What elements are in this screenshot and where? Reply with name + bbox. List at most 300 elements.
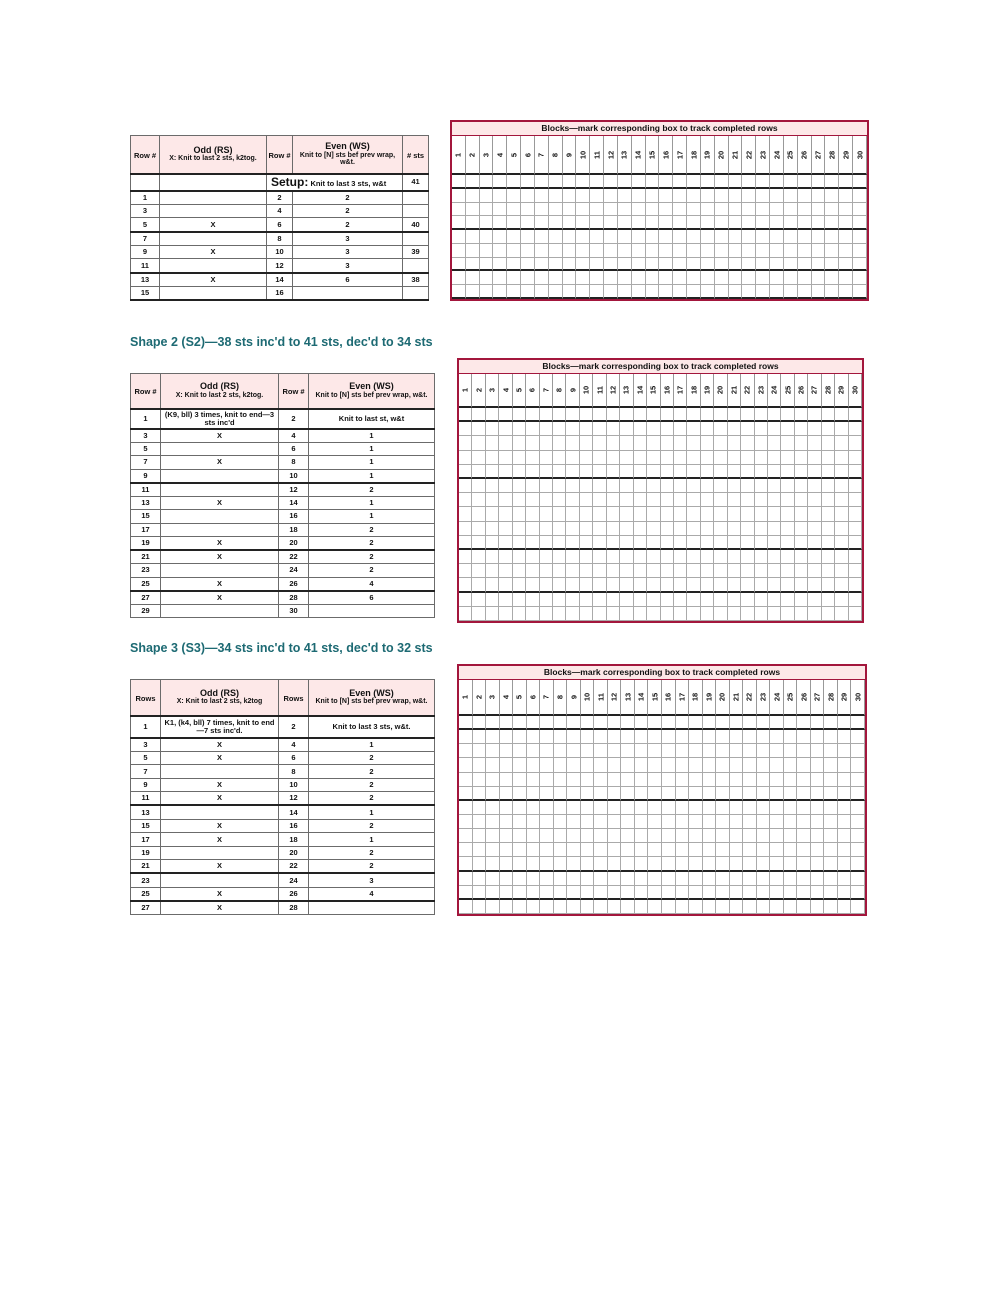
block-checkbox[interactable] [526, 436, 539, 450]
block-checkbox[interactable] [715, 244, 729, 258]
block-checkbox[interactable] [607, 408, 620, 422]
block-checkbox[interactable] [729, 285, 743, 299]
block-checkbox[interactable] [687, 550, 700, 564]
block-checkbox[interactable] [835, 578, 848, 592]
block-checkbox[interactable] [513, 787, 527, 801]
block-checkbox[interactable] [521, 216, 535, 230]
block-checkbox[interactable] [621, 801, 635, 815]
block-checkbox[interactable] [563, 271, 577, 285]
block-checkbox[interactable] [714, 536, 727, 550]
block-checkbox[interactable] [499, 578, 512, 592]
block-checkbox[interactable] [701, 230, 715, 244]
block-checkbox[interactable] [472, 536, 485, 550]
block-checkbox[interactable] [661, 493, 674, 507]
block-checkbox[interactable] [798, 216, 812, 230]
block-checkbox[interactable] [851, 829, 865, 843]
block-checkbox[interactable] [513, 493, 526, 507]
block-checkbox[interactable] [648, 829, 662, 843]
block-checkbox[interactable] [604, 216, 618, 230]
block-checkbox[interactable] [757, 829, 771, 843]
block-checkbox[interactable] [701, 451, 714, 465]
block-checkbox[interactable] [849, 422, 862, 436]
block-checkbox[interactable] [797, 843, 811, 857]
block-checkbox[interactable] [781, 607, 794, 621]
block-checkbox[interactable] [486, 436, 499, 450]
block-checkbox[interactable] [593, 451, 606, 465]
block-checkbox[interactable] [459, 451, 472, 465]
block-checkbox[interactable] [493, 271, 507, 285]
block-checkbox[interactable] [632, 203, 646, 217]
block-checkbox[interactable] [784, 744, 798, 758]
block-checkbox[interactable] [743, 900, 757, 914]
block-checkbox[interactable] [687, 493, 700, 507]
block-checkbox[interactable] [472, 422, 485, 436]
block-checkbox[interactable] [768, 408, 781, 422]
block-checkbox[interactable] [459, 493, 472, 507]
block-checkbox[interactable] [795, 422, 808, 436]
block-checkbox[interactable] [795, 564, 808, 578]
block-checkbox[interactable] [540, 758, 554, 772]
block-checkbox[interactable] [590, 189, 604, 203]
block-checkbox[interactable] [824, 886, 838, 900]
block-checkbox[interactable] [687, 451, 700, 465]
block-checkbox[interactable] [513, 578, 526, 592]
block-checkbox[interactable] [540, 886, 554, 900]
block-checkbox[interactable] [634, 564, 647, 578]
block-checkbox[interactable] [781, 507, 794, 521]
block-checkbox[interactable] [824, 815, 838, 829]
block-checkbox[interactable] [549, 175, 563, 189]
block-checkbox[interactable] [741, 607, 754, 621]
block-checkbox[interactable] [513, 422, 526, 436]
block-checkbox[interactable] [676, 886, 690, 900]
block-checkbox[interactable] [540, 564, 553, 578]
block-checkbox[interactable] [576, 189, 590, 203]
block-checkbox[interactable] [513, 564, 526, 578]
block-checkbox[interactable] [662, 815, 676, 829]
block-checkbox[interactable] [563, 175, 577, 189]
block-checkbox[interactable] [566, 479, 579, 493]
block-checkbox[interactable] [797, 857, 811, 871]
block-checkbox[interactable] [499, 465, 512, 479]
block-checkbox[interactable] [728, 408, 741, 422]
block-checkbox[interactable] [661, 536, 674, 550]
block-checkbox[interactable] [634, 507, 647, 521]
block-checkbox[interactable] [526, 493, 539, 507]
block-checkbox[interactable] [473, 900, 487, 914]
block-checkbox[interactable] [714, 408, 727, 422]
block-checkbox[interactable] [714, 564, 727, 578]
block-checkbox[interactable] [851, 843, 865, 857]
block-checkbox[interactable] [553, 479, 566, 493]
block-checkbox[interactable] [742, 216, 756, 230]
block-checkbox[interactable] [527, 872, 541, 886]
block-checkbox[interactable] [839, 203, 853, 217]
block-checkbox[interactable] [521, 258, 535, 272]
block-checkbox[interactable] [689, 900, 703, 914]
block-checkbox[interactable] [459, 886, 473, 900]
block-checkbox[interactable] [838, 843, 852, 857]
block-checkbox[interactable] [621, 886, 635, 900]
block-checkbox[interactable] [452, 216, 466, 230]
block-checkbox[interactable] [635, 900, 649, 914]
block-checkbox[interactable] [486, 886, 500, 900]
block-checkbox[interactable] [646, 271, 660, 285]
block-checkbox[interactable] [646, 203, 660, 217]
block-checkbox[interactable] [594, 829, 608, 843]
block-checkbox[interactable] [784, 857, 798, 871]
block-checkbox[interactable] [594, 773, 608, 787]
block-checkbox[interactable] [673, 203, 687, 217]
block-checkbox[interactable] [808, 550, 821, 564]
block-checkbox[interactable] [835, 479, 848, 493]
block-checkbox[interactable] [728, 550, 741, 564]
block-checkbox[interactable] [540, 507, 553, 521]
block-checkbox[interactable] [499, 507, 512, 521]
block-checkbox[interactable] [554, 801, 568, 815]
block-checkbox[interactable] [500, 886, 514, 900]
block-checkbox[interactable] [486, 536, 499, 550]
block-checkbox[interactable] [662, 758, 676, 772]
block-checkbox[interactable] [527, 843, 541, 857]
block-checkbox[interactable] [784, 216, 798, 230]
block-checkbox[interactable] [784, 230, 798, 244]
block-checkbox[interactable] [784, 258, 798, 272]
block-checkbox[interactable] [770, 285, 784, 299]
block-checkbox[interactable] [473, 872, 487, 886]
block-checkbox[interactable] [459, 801, 473, 815]
block-checkbox[interactable] [703, 787, 717, 801]
block-checkbox[interactable] [493, 285, 507, 299]
block-checkbox[interactable] [554, 857, 568, 871]
block-checkbox[interactable] [540, 730, 554, 744]
block-checkbox[interactable] [608, 886, 622, 900]
block-checkbox[interactable] [662, 716, 676, 730]
block-checkbox[interactable] [808, 522, 821, 536]
block-checkbox[interactable] [480, 285, 494, 299]
block-checkbox[interactable] [770, 216, 784, 230]
block-checkbox[interactable] [741, 451, 754, 465]
block-checkbox[interactable] [757, 857, 771, 871]
block-checkbox[interactable] [618, 189, 632, 203]
block-checkbox[interactable] [466, 258, 480, 272]
block-checkbox[interactable] [566, 436, 579, 450]
block-checkbox[interactable] [743, 801, 757, 815]
block-checkbox[interactable] [757, 801, 771, 815]
block-checkbox[interactable] [798, 271, 812, 285]
block-checkbox[interactable] [500, 857, 514, 871]
block-checkbox[interactable] [728, 522, 741, 536]
block-checkbox[interactable] [730, 829, 744, 843]
block-checkbox[interactable] [770, 787, 784, 801]
block-checkbox[interactable] [632, 216, 646, 230]
block-checkbox[interactable] [808, 422, 821, 436]
block-checkbox[interactable] [798, 244, 812, 258]
block-checkbox[interactable] [459, 593, 472, 607]
block-checkbox[interactable] [729, 203, 743, 217]
block-checkbox[interactable] [659, 175, 673, 189]
block-checkbox[interactable] [535, 189, 549, 203]
block-checkbox[interactable] [473, 744, 487, 758]
block-checkbox[interactable] [703, 872, 717, 886]
block-checkbox[interactable] [580, 593, 593, 607]
block-checkbox[interactable] [608, 758, 622, 772]
block-checkbox[interactable] [742, 271, 756, 285]
block-checkbox[interactable] [661, 408, 674, 422]
block-checkbox[interactable] [701, 436, 714, 450]
block-checkbox[interactable] [604, 244, 618, 258]
block-checkbox[interactable] [648, 900, 662, 914]
block-checkbox[interactable] [620, 451, 633, 465]
block-checkbox[interactable] [730, 843, 744, 857]
block-checkbox[interactable] [466, 216, 480, 230]
block-checkbox[interactable] [755, 408, 768, 422]
block-checkbox[interactable] [703, 801, 717, 815]
block-checkbox[interactable] [527, 758, 541, 772]
block-checkbox[interactable] [687, 258, 701, 272]
block-checkbox[interactable] [549, 203, 563, 217]
block-checkbox[interactable] [662, 829, 676, 843]
block-checkbox[interactable] [798, 285, 812, 299]
block-checkbox[interactable] [540, 815, 554, 829]
block-checkbox[interactable] [621, 758, 635, 772]
block-checkbox[interactable] [493, 203, 507, 217]
block-checkbox[interactable] [797, 886, 811, 900]
block-checkbox[interactable] [581, 815, 595, 829]
block-checkbox[interactable] [540, 872, 554, 886]
block-checkbox[interactable] [472, 564, 485, 578]
block-checkbox[interactable] [659, 216, 673, 230]
block-checkbox[interactable] [621, 829, 635, 843]
block-checkbox[interactable] [838, 730, 852, 744]
block-checkbox[interactable] [535, 230, 549, 244]
block-checkbox[interactable] [689, 886, 703, 900]
block-checkbox[interactable] [527, 900, 541, 914]
block-checkbox[interactable] [580, 507, 593, 521]
block-checkbox[interactable] [472, 408, 485, 422]
block-checkbox[interactable] [701, 465, 714, 479]
block-checkbox[interactable] [768, 607, 781, 621]
block-checkbox[interactable] [581, 758, 595, 772]
block-checkbox[interactable] [812, 230, 826, 244]
block-checkbox[interactable] [797, 787, 811, 801]
block-checkbox[interactable] [757, 815, 771, 829]
block-checkbox[interactable] [553, 507, 566, 521]
block-checkbox[interactable] [853, 230, 867, 244]
block-checkbox[interactable] [728, 593, 741, 607]
block-checkbox[interactable] [459, 408, 472, 422]
block-checkbox[interactable] [673, 258, 687, 272]
block-checkbox[interactable] [459, 716, 473, 730]
block-checkbox[interactable] [768, 507, 781, 521]
block-checkbox[interactable] [540, 787, 554, 801]
block-checkbox[interactable] [687, 285, 701, 299]
block-checkbox[interactable] [553, 550, 566, 564]
block-checkbox[interactable] [646, 285, 660, 299]
block-checkbox[interactable] [716, 815, 730, 829]
block-checkbox[interactable] [824, 900, 838, 914]
block-checkbox[interactable] [566, 408, 579, 422]
block-checkbox[interactable] [580, 451, 593, 465]
block-checkbox[interactable] [648, 716, 662, 730]
block-checkbox[interactable] [513, 857, 527, 871]
block-checkbox[interactable] [632, 258, 646, 272]
block-checkbox[interactable] [715, 258, 729, 272]
block-checkbox[interactable] [620, 408, 633, 422]
block-checkbox[interactable] [567, 843, 581, 857]
block-checkbox[interactable] [621, 787, 635, 801]
block-checkbox[interactable] [648, 815, 662, 829]
block-checkbox[interactable] [676, 829, 690, 843]
block-checkbox[interactable] [593, 522, 606, 536]
block-checkbox[interactable] [714, 436, 727, 450]
block-checkbox[interactable] [513, 829, 527, 843]
block-checkbox[interactable] [849, 465, 862, 479]
block-checkbox[interactable] [673, 244, 687, 258]
block-checkbox[interactable] [621, 773, 635, 787]
block-checkbox[interactable] [784, 843, 798, 857]
block-checkbox[interactable] [781, 465, 794, 479]
block-checkbox[interactable] [768, 550, 781, 564]
block-checkbox[interactable] [716, 872, 730, 886]
block-checkbox[interactable] [741, 578, 754, 592]
block-checkbox[interactable] [566, 550, 579, 564]
block-checkbox[interactable] [674, 479, 687, 493]
block-checkbox[interactable] [835, 422, 848, 436]
block-checkbox[interactable] [781, 550, 794, 564]
block-checkbox[interactable] [648, 787, 662, 801]
block-checkbox[interactable] [728, 479, 741, 493]
block-checkbox[interactable] [701, 550, 714, 564]
block-checkbox[interactable] [472, 578, 485, 592]
block-checkbox[interactable] [811, 900, 825, 914]
block-checkbox[interactable] [618, 175, 632, 189]
block-checkbox[interactable] [808, 578, 821, 592]
block-checkbox[interactable] [729, 271, 743, 285]
block-checkbox[interactable] [757, 773, 771, 787]
block-checkbox[interactable] [701, 203, 715, 217]
block-checkbox[interactable] [608, 787, 622, 801]
block-checkbox[interactable] [567, 900, 581, 914]
block-checkbox[interactable] [784, 758, 798, 772]
block-checkbox[interactable] [812, 285, 826, 299]
block-checkbox[interactable] [526, 607, 539, 621]
block-checkbox[interactable] [755, 479, 768, 493]
block-checkbox[interactable] [594, 843, 608, 857]
block-checkbox[interactable] [486, 578, 499, 592]
block-checkbox[interactable] [797, 872, 811, 886]
block-checkbox[interactable] [674, 522, 687, 536]
block-checkbox[interactable] [567, 801, 581, 815]
block-checkbox[interactable] [756, 285, 770, 299]
block-checkbox[interactable] [716, 758, 730, 772]
block-checkbox[interactable] [849, 564, 862, 578]
block-checkbox[interactable] [822, 522, 835, 536]
block-checkbox[interactable] [743, 815, 757, 829]
block-checkbox[interactable] [452, 285, 466, 299]
block-checkbox[interactable] [648, 886, 662, 900]
block-checkbox[interactable] [554, 872, 568, 886]
block-checkbox[interactable] [526, 507, 539, 521]
block-checkbox[interactable] [466, 244, 480, 258]
block-checkbox[interactable] [647, 578, 660, 592]
block-checkbox[interactable] [466, 230, 480, 244]
block-checkbox[interactable] [607, 465, 620, 479]
block-checkbox[interactable] [798, 189, 812, 203]
block-checkbox[interactable] [513, 801, 527, 815]
block-checkbox[interactable] [590, 244, 604, 258]
block-checkbox[interactable] [459, 787, 473, 801]
block-checkbox[interactable] [594, 758, 608, 772]
block-checkbox[interactable] [676, 801, 690, 815]
block-checkbox[interactable] [661, 422, 674, 436]
block-checkbox[interactable] [553, 493, 566, 507]
block-checkbox[interactable] [838, 758, 852, 772]
block-checkbox[interactable] [466, 271, 480, 285]
block-checkbox[interactable] [756, 175, 770, 189]
block-checkbox[interactable] [835, 593, 848, 607]
block-checkbox[interactable] [473, 815, 487, 829]
block-checkbox[interactable] [781, 522, 794, 536]
block-checkbox[interactable] [851, 787, 865, 801]
block-checkbox[interactable] [459, 422, 472, 436]
block-checkbox[interactable] [743, 829, 757, 843]
block-checkbox[interactable] [714, 607, 727, 621]
block-checkbox[interactable] [728, 536, 741, 550]
block-checkbox[interactable] [621, 900, 635, 914]
block-checkbox[interactable] [757, 900, 771, 914]
block-checkbox[interactable] [459, 550, 472, 564]
block-checkbox[interactable] [480, 244, 494, 258]
block-checkbox[interactable] [676, 857, 690, 871]
block-checkbox[interactable] [604, 258, 618, 272]
block-checkbox[interactable] [676, 843, 690, 857]
block-checkbox[interactable] [493, 230, 507, 244]
block-checkbox[interactable] [808, 451, 821, 465]
block-checkbox[interactable] [594, 815, 608, 829]
block-checkbox[interactable] [756, 244, 770, 258]
block-checkbox[interactable] [742, 203, 756, 217]
block-checkbox[interactable] [647, 564, 660, 578]
block-checkbox[interactable] [466, 189, 480, 203]
block-checkbox[interactable] [567, 744, 581, 758]
block-checkbox[interactable] [486, 801, 500, 815]
block-checkbox[interactable] [795, 479, 808, 493]
block-checkbox[interactable] [795, 436, 808, 450]
block-checkbox[interactable] [499, 479, 512, 493]
block-checkbox[interactable] [632, 244, 646, 258]
block-checkbox[interactable] [824, 829, 838, 843]
block-checkbox[interactable] [486, 522, 499, 536]
block-checkbox[interactable] [676, 787, 690, 801]
block-checkbox[interactable] [741, 436, 754, 450]
block-checkbox[interactable] [756, 203, 770, 217]
block-checkbox[interactable] [849, 578, 862, 592]
block-checkbox[interactable] [795, 522, 808, 536]
block-checkbox[interactable] [507, 258, 521, 272]
block-checkbox[interactable] [770, 730, 784, 744]
block-checkbox[interactable] [567, 758, 581, 772]
block-checkbox[interactable] [604, 230, 618, 244]
block-checkbox[interactable] [729, 175, 743, 189]
block-checkbox[interactable] [480, 230, 494, 244]
block-checkbox[interactable] [743, 843, 757, 857]
block-checkbox[interactable] [676, 773, 690, 787]
block-checkbox[interactable] [730, 900, 744, 914]
block-checkbox[interactable] [526, 451, 539, 465]
block-checkbox[interactable] [822, 451, 835, 465]
block-checkbox[interactable] [459, 730, 473, 744]
